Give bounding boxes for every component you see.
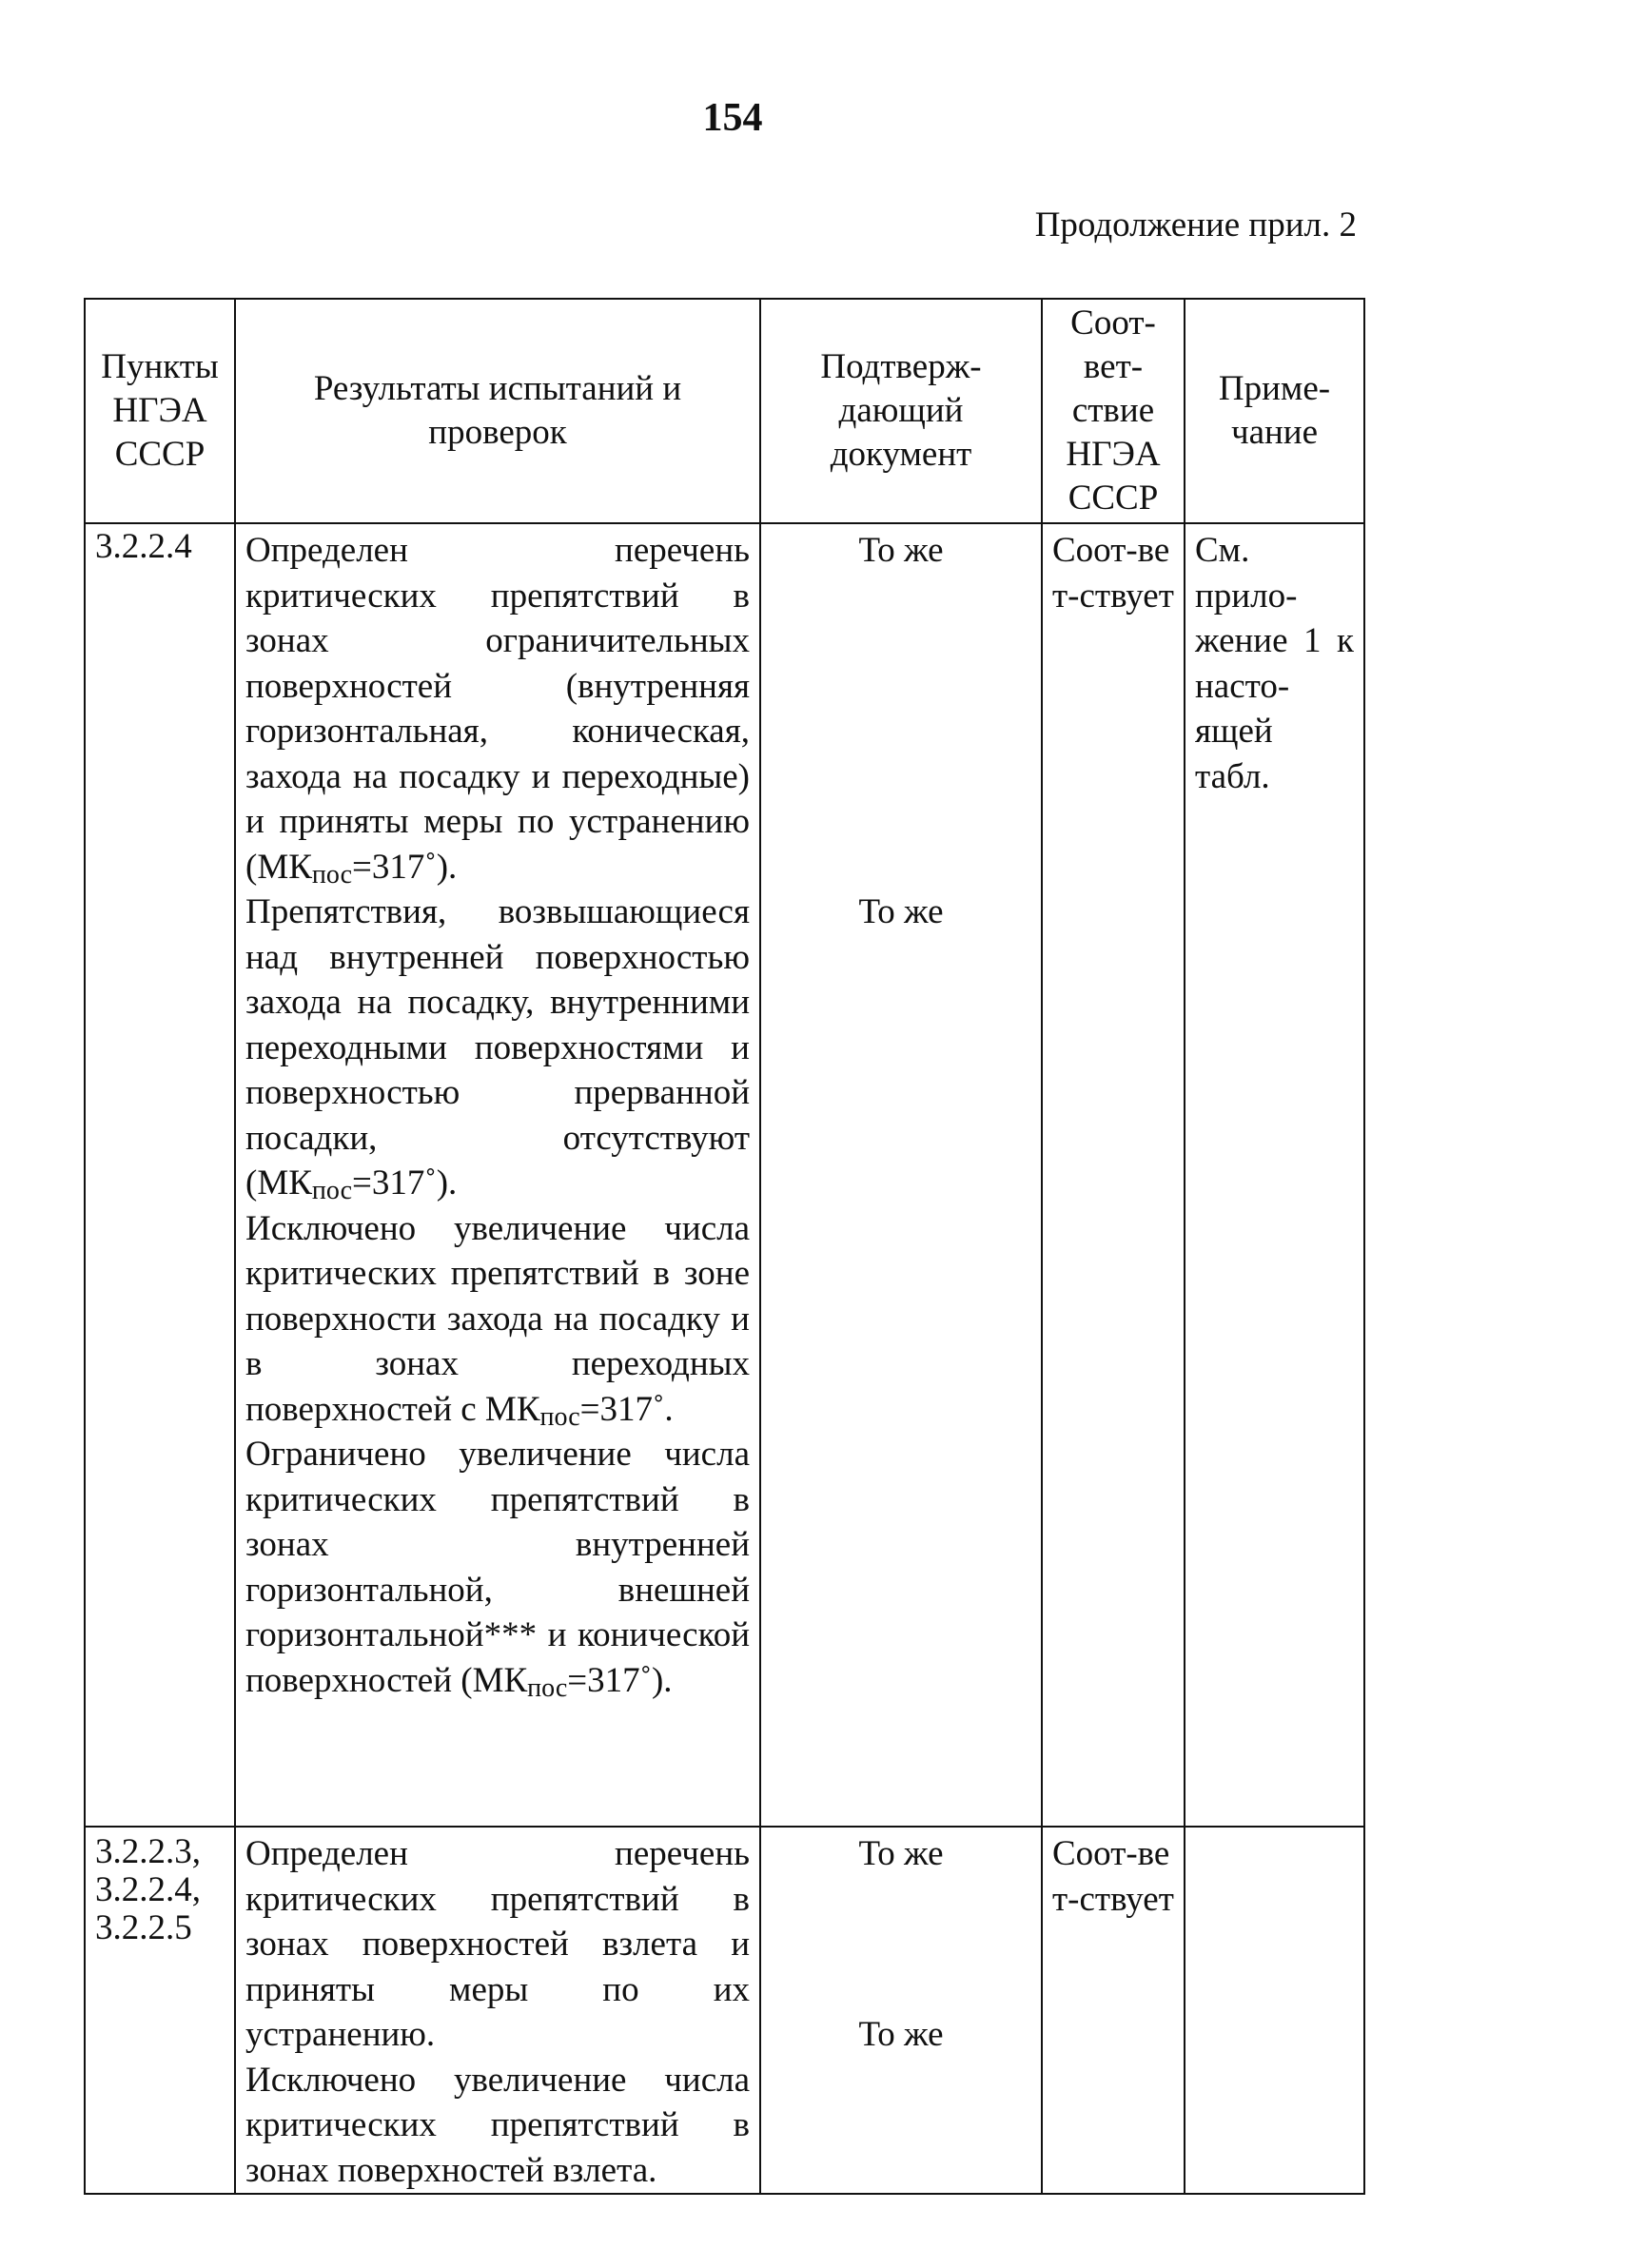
- table-row: [85, 523, 1364, 1827]
- row-1-documents: [760, 523, 1042, 1827]
- table-row: [85, 1827, 1364, 2194]
- header-document: Подтверж-дающий документ: [760, 299, 1042, 523]
- header-note: Приме-чание: [1185, 299, 1364, 523]
- row-2-compliance: Соот-вет-ствует: [1042, 1827, 1185, 2194]
- table-header-row: [85, 299, 1364, 523]
- result-text: Исключено увеличение числа критических препятствий в зоне поверхности захода на посадку и в зонах переходных поверхностей с $МК_{пос}=317˚$.: [245, 1208, 750, 1432]
- result-text: Исключено увеличение числа критических препятствий в зонах поверхностей взлета.: [245, 2060, 750, 2190]
- header-compliance: Соот-вет-ствие НГЭА СССР: [1042, 299, 1185, 523]
- result-text: Препятствия, возвышающиеся над внутренней поверхностью захода на посадку, внутренними переходными поверхностями и поверхностью прерванной посадки, отсутствуют $(МК_{пос}=317˚)$.: [245, 892, 750, 1205]
- row-1-note: См. прило-жение 1 к насто-ящей табл.: [1185, 523, 1364, 1827]
- header-results: Результаты испытаний и проверок: [235, 299, 760, 523]
- header-items: Пункты НГЭА СССР: [85, 299, 235, 523]
- row-2-documents: [760, 1827, 1042, 2194]
- document-ref: То же: [858, 2014, 944, 2054]
- result-text: Ограничено увеличение числа критических препятствий в зонах внутренней горизонтальной, внешней горизонтальной*** и конической поверхностей $(МК_{пос}=317˚)$.: [245, 1435, 750, 1703]
- row-1-compliance: Соот-вет-ствует: [1042, 523, 1185, 1827]
- result-text: Определен перечень критических препятствий в зонах поверхностей взлета и приняты меры по их устранению.: [245, 1834, 750, 2054]
- document-ref: То же: [858, 1834, 944, 1873]
- page-number: 154: [702, 96, 763, 140]
- document-ref: То же: [858, 891, 944, 931]
- row-2-note: [1185, 1827, 1364, 2194]
- row-1-item: 3.2.2.4: [85, 523, 235, 1827]
- result-text: Определен перечень критических препятствий в зонах ограничительных поверхностей (внутренняя горизонтальная, коническая, захода на посадку и переходные) и приняты меры по устранению $(МК_{пос}=317˚)$.: [245, 531, 750, 890]
- appendix-table: [84, 298, 1365, 2195]
- row-1-results: [235, 523, 760, 1827]
- document-ref: То же: [858, 531, 944, 570]
- row-2-results: [235, 1827, 760, 2194]
- row-2-item: 3.2.2.3, 3.2.2.4, 3.2.2.5: [85, 1827, 235, 2194]
- continuation-label: Продолжение прил. 2: [1034, 205, 1357, 244]
